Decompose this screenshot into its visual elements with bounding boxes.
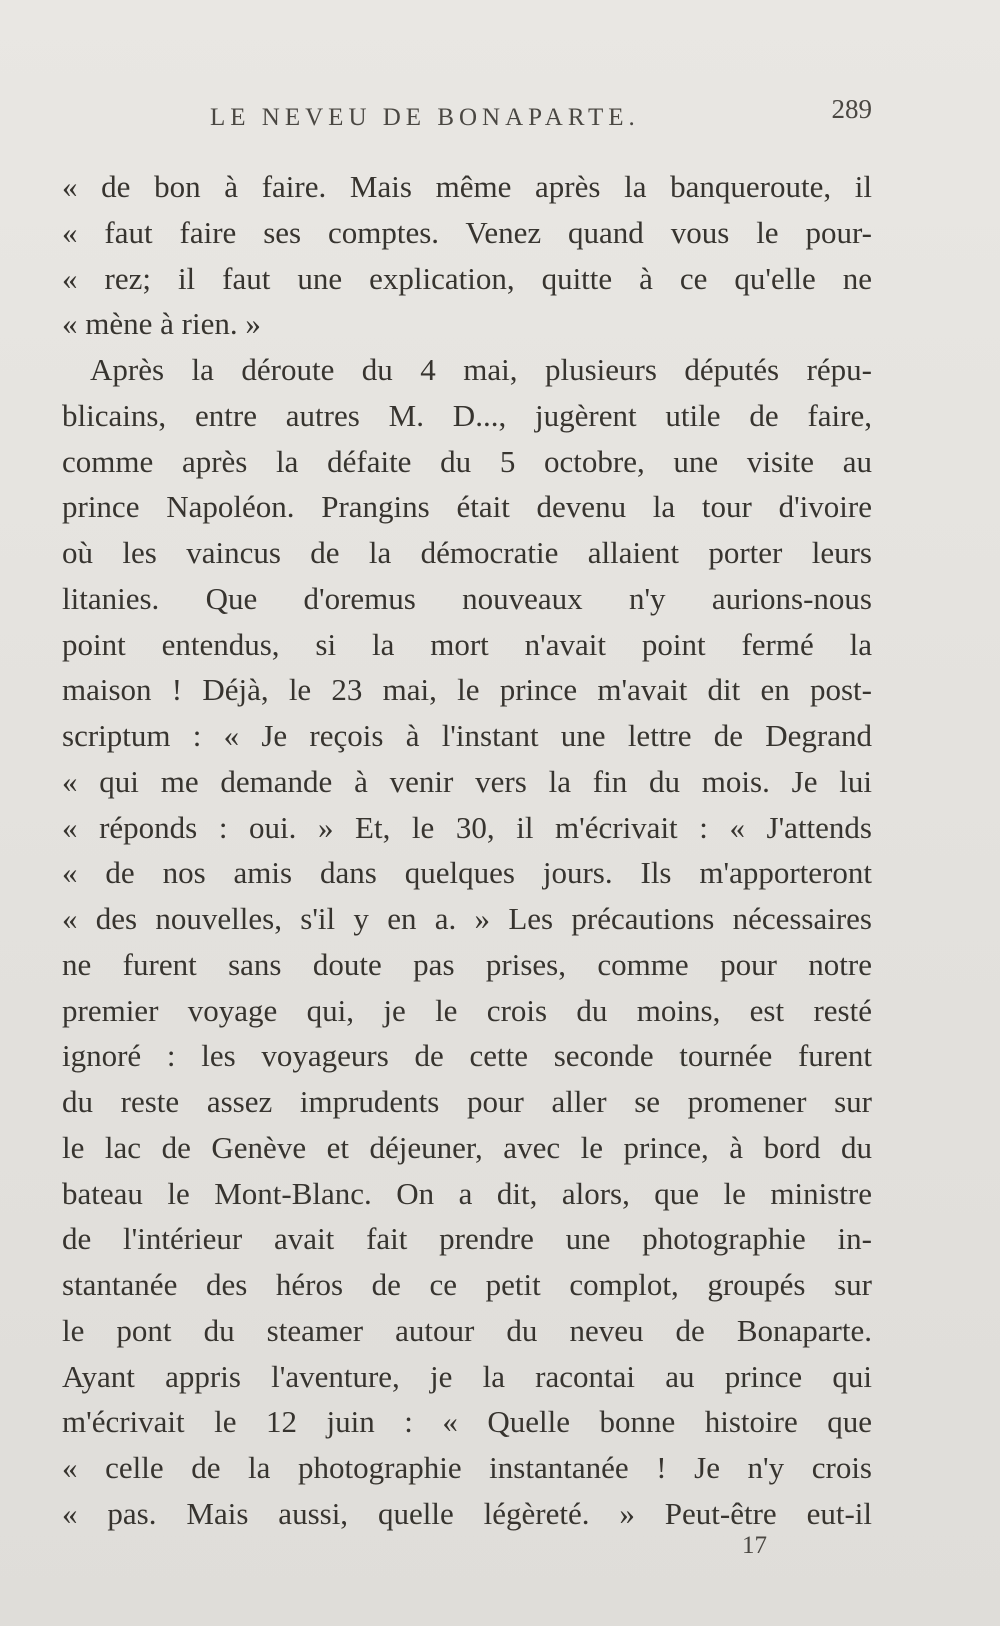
text-line: Ayant appris l'aventure, je la racontai au prince qui — [62, 1358, 872, 1394]
text-line: ne furent sans doute pas prises, comme pour notre — [62, 946, 872, 982]
text-line: blicains, entre autres M. D..., jugèrent utile de faire, — [62, 397, 872, 433]
text-line: Après la déroute du 4 mai, plusieurs députés répu- — [90, 352, 872, 387]
running-title: LE NEVEU DE BONAPARTE. — [210, 104, 640, 131]
text-line: stantanée des héros de ce petit complot, groupés sur — [62, 1267, 872, 1302]
page-number: 289 — [831, 94, 872, 124]
text-line: le pont du steamer autour du neveu de Bonaparte. — [62, 1312, 872, 1348]
text-line: le lac de Genève et déjeuner, avec le prince, à bord du — [62, 1129, 872, 1165]
text-line: premier voyage qui, je le crois du moins, est resté — [62, 992, 872, 1028]
text-line: scriptum : « Je reçois à l'instant une lettre de Degrand — [62, 718, 872, 753]
text-line: « de nos amis dans quelques jours. Ils m'apporteront — [62, 855, 872, 891]
text-line: « réponds : oui. » Et, le 30, il m'écrivait : « J'attends — [62, 809, 872, 845]
text-line: « celle de la photographie instantanée ! Je n'y crois — [62, 1450, 872, 1485]
signature-mark: 17 — [742, 1532, 767, 1559]
text-line: « mène à rien. » — [62, 306, 261, 342]
text-line: où les vaincus de la démocratie allaient porter leurs — [62, 535, 872, 570]
text-line: du reste assez imprudents pour aller se promener sur — [62, 1084, 872, 1119]
text-line: « de bon à faire. Mais même après la banqueroute, il — [62, 169, 872, 204]
text-line: « qui me demande à venir vers la fin du mois. Je lui — [62, 763, 872, 799]
text-line: point entendus, si la mort n'avait point fermé la — [62, 626, 872, 662]
text-line: maison ! Déjà, le 23 mai, le prince m'avait dit en post- — [62, 672, 872, 708]
body-text — [62, 164, 872, 1537]
text-line: m'écrivait le 12 juin : « Quelle bonne histoire que — [62, 1404, 872, 1440]
text-line: prince Napoléon. Prangins était devenu la tour d'ivoire — [62, 489, 872, 525]
text-line: comme après la défaite du 5 octobre, une visite au — [62, 443, 872, 479]
text-line: « faut faire ses comptes. Venez quand vous le pour- — [62, 214, 872, 250]
text-line: « des nouvelles, s'il y en a. » Les précautions nécessaires — [62, 901, 872, 936]
text-line: de l'intérieur avait fait prendre une photographie in- — [62, 1221, 872, 1257]
text-line: « rez; il faut une explication, quitte à ce qu'elle ne — [62, 260, 872, 296]
text-line: litanies. Que d'oremus nouveaux n'y aurions-nous — [62, 580, 872, 616]
text-line: bateau le Mont-Blanc. On a dit, alors, que le ministre — [62, 1175, 872, 1211]
text-line: « pas. Mais aussi, quelle légèreté. » Peut-être eut-il — [62, 1495, 872, 1531]
text-line: ignoré : les voyageurs de cette seconde tournée furent — [62, 1038, 872, 1074]
